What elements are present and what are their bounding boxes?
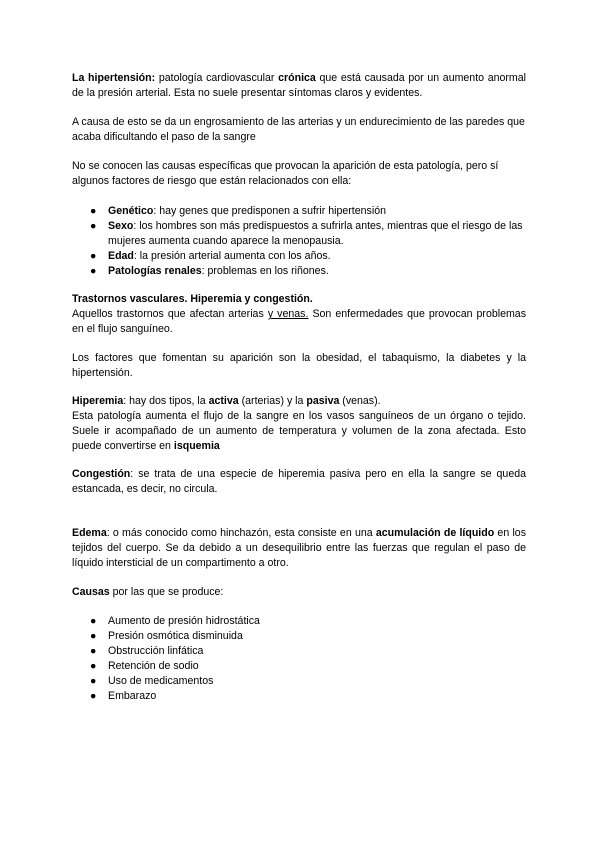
paragraph-hiperemia-types [72,394,526,409]
list-item [72,689,526,704]
text: que está causada por un aumento anormal de la presión arterial. Esta no suele presentar síntomas claros y evidentes. [72,72,526,99]
paragraph-congestion [72,467,526,497]
list-item-text: : la presión arterial aumenta con los años. [133,250,331,262]
list-item [72,219,526,249]
section-title [72,292,526,307]
list-item-term: Patologías renales [108,265,202,277]
paragraph-hiperemia-desc [72,409,526,454]
list-item [72,629,526,644]
paragraph-causa: A causa de esto se da un engrosamiento de las arterias y un endurecimiento de las paredes que acaba dificultando el paso de la sangre [72,116,525,143]
paragraph-factores-intro: No se conocen las causas específicas que provocan la aparición de esta patología, pero sí algunos factores de riesgo que están relacionados con ella: [72,160,499,187]
text: patología cardiovascular [155,72,279,84]
bullet-icon: ● [90,630,97,642]
bullet-icon: ● [90,645,97,657]
text: Aquellos trastornos que afectan arterias [72,308,268,320]
list-item [72,659,526,674]
paragraph-factores-fomentan: Los factores que fomentan su aparición son la obesidad, el tabaquismo, la diabetes y la hipertensión. [72,352,526,379]
text: : se trata de una especie de hiperemia pasiva pero en ella la sangre se queda estancada, es decir, no circula. [72,468,526,495]
text: por las que se produce: [109,586,224,598]
list-item-term: Sexo [108,220,134,232]
bullet-icon: ● [90,615,97,627]
list-item [72,644,526,659]
list-item-text: : hay genes que predisponen a sufrir hipertensión [153,205,386,217]
text: Son enfermedades que provocan problemas en el flujo sanguíneo. [72,308,526,335]
term-causas: Causas [72,586,110,598]
list-item-term: Genético [108,205,154,217]
bold-acumulacion: acumulación de líquido [375,527,495,539]
list-item-text: Retención de sodio [108,660,199,672]
term-hiperemia: Hiperemia [72,395,124,407]
bullet-icon: ● [90,220,97,232]
list-item-text: Aumento de presión hidrostática [108,615,260,627]
list-item [72,249,526,264]
list-item-text: Obstrucción linfática [108,645,204,657]
term-congestion: Congestión [72,468,131,480]
bullet-icon: ● [90,265,97,277]
text: Esta patología aumenta el flujo de la sangre en los vasos sanguíneos de un órgano o tejido. Suele ir acompañado de un aumento de temperatura y volumen de la zona afectada. Esto puede convertirse en [72,410,526,452]
text: : hay dos tipos, la [123,395,209,407]
list-item [72,674,526,689]
bullet-icon: ● [90,675,97,687]
list-item [72,614,526,629]
bold-pasiva: pasiva [306,395,340,407]
bold-activa: activa [208,395,239,407]
text: (venas). [339,395,381,407]
section-title-text: Trastornos vasculares. Hiperemia y congestión. [72,293,313,305]
causes-list [72,614,526,704]
list-item-text: Presión osmótica disminuida [108,630,243,642]
text: (arterias) y la [238,395,307,407]
term-edema: Edema [72,527,107,539]
list-item-text: Embarazo [108,690,157,702]
bold-isquemia: isquemia [173,440,220,452]
list-item [72,264,526,279]
list-item-text: Uso de medicamentos [108,675,214,687]
paragraph-hipertension [72,71,526,101]
risk-factors-list [72,204,526,279]
paragraph-edema [72,526,526,571]
bold-cronica: crónica [278,72,316,84]
paragraph-trastornos [72,307,526,337]
term-hipertension: La hipertensión: [72,72,156,84]
bullet-icon: ● [90,690,97,702]
bullet-icon: ● [90,250,97,262]
text: en los tejidos del cuerpo. Se da debido a un desequilibrio entre las fuerzas que regulan el paso de líquido intersticial de un compartimento a otro. [72,527,526,569]
list-item-text: : los hombres son más predispuestos a sufrirla antes, mientras que el riesgo de las mujeres aumenta cuando aparece la menopausia. [108,220,523,247]
bullet-icon: ● [90,660,97,672]
text: : o más conocido como hinchazón, esta consiste en una [106,527,376,539]
bullet-icon: ● [90,205,97,217]
list-item-text: : problemas en los riñones. [201,265,329,277]
underlined-text: y venas. [267,308,309,320]
list-item-term: Edad [108,250,134,262]
paragraph-causas [72,585,526,600]
list-item [72,204,526,219]
